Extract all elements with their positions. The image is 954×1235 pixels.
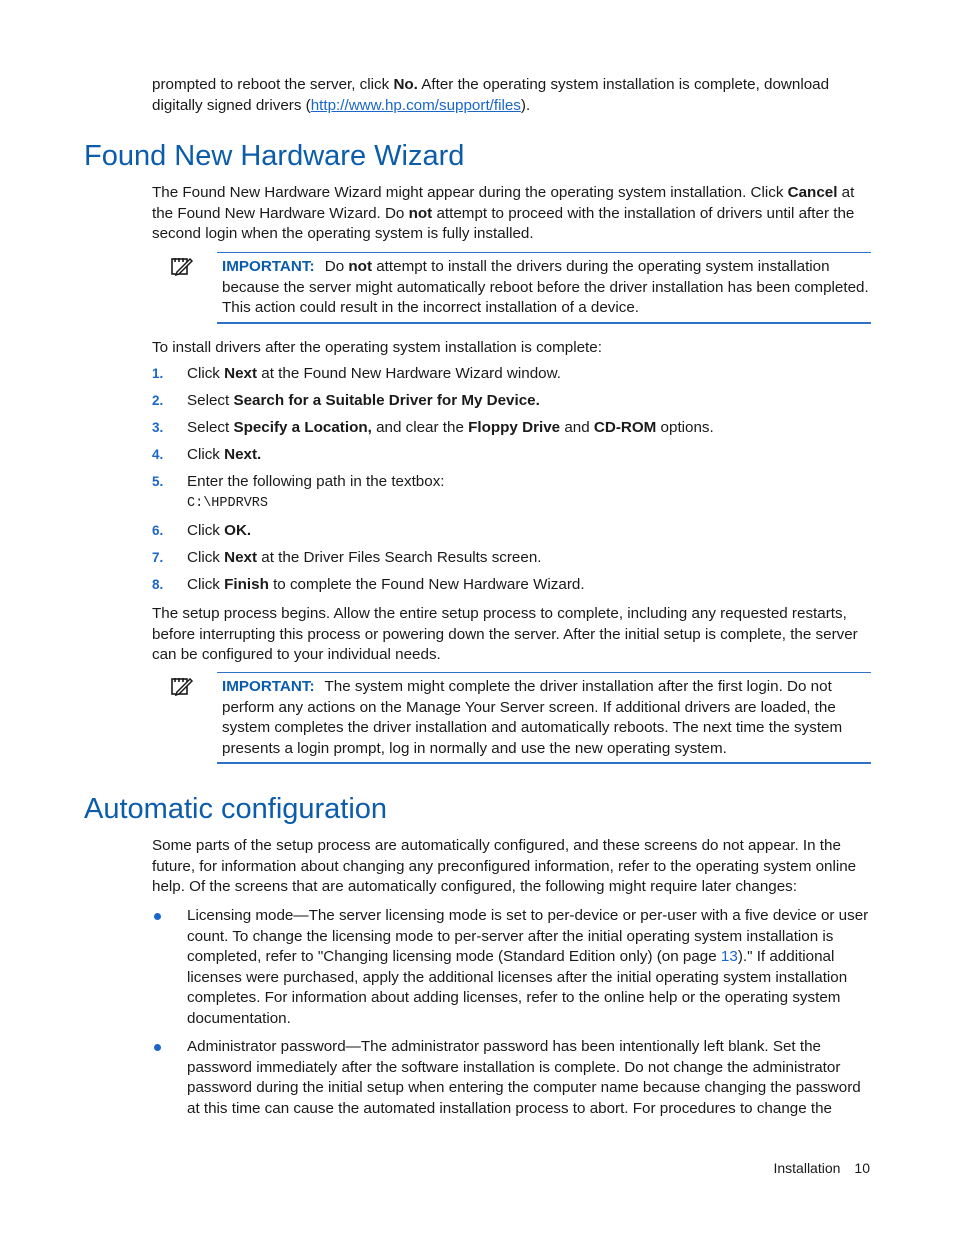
auto-config-paragraph: Some parts of the setup process are automatically configured, and these screens do not appear. In the future, for information about changing any preconfigured information, refer to the operating system online help. Of the screens that are automatically configured, the following might require later changes: — [152, 837, 857, 895]
list-item: Licensing mode—The server licensing mode is set to per-device or per-user with a five device or user count. To change the licensing mode to per-server after the initial operating system installation is completed, refer to "Changing licensing mode (Standard Edition only) (on page 13)." If additional licenses were purchased, apply the additional licenses after the initial operating system installation completes. For information about adding licenses, refer to the online help or the operating system documentation. — [152, 906, 870, 1029]
list-item: Administrator password—The administrator password has been intentionally left blank. Set the password immediately after the software installation is complete. Do not change the administrator password during the initial setup when entering the computer name because changing the password at this time can cause the automated installation process to abort. For procedures to change the — [152, 1037, 870, 1119]
wizard-paragraph: The Found New Hardware Wizard might appear during the operating system installation. Click Cancel at the Found New Hardware Wizard. Do not attempt to proceed with the installation of drivers until after the second login when the operating system is fully installed. — [152, 184, 855, 242]
important-label: IMPORTANT: — [222, 258, 315, 275]
important-note-2: IMPORTANT: The system might complete the driver installation after the first login. Do not perform any actions on the Manage Your Server screen. If additional drivers are loaded, the system completes the driver installation and automatically reboots. The next time the system presents a login prompt, log in normally and use the new operating system. — [217, 672, 871, 764]
section-title-found-new-hardware: Found New Hardware Wizard — [84, 140, 465, 172]
list-item: 8. Click Finish to complete the Found New Hardware Wizard. — [152, 575, 585, 593]
bullet-icon — [154, 913, 161, 920]
list-item: 1. Click Next at the Found New Hardware Wizard window. — [152, 365, 561, 382]
list-item: 5. Enter the following path in the textbox: C:\HPDRVRS — [152, 472, 870, 514]
list-item: 6. Click OK. — [152, 521, 252, 539]
list-item: 2. Select Search for a Suitable Driver for My Device. — [152, 392, 540, 409]
important-note-icon — [170, 256, 194, 276]
page-reference-link[interactable]: 13 — [720, 948, 738, 965]
page-number: 10 — [854, 1160, 870, 1176]
support-files-link[interactable]: http://www.hp.com/support/files — [310, 96, 521, 114]
auto-config-list — [152, 906, 870, 1127]
important-note-1: IMPORTANT: Do not attempt to install the drivers during the operating system installation because the server might automatically reboot before the driver installation has been completed. This action could result in the incorrect installation of a device. — [217, 252, 871, 324]
important-note-icon — [170, 676, 194, 696]
bullet-icon — [154, 1044, 161, 1051]
setup-paragraph: The setup process begins. Allow the entire setup process to complete, including any requested restarts, before interrupting this process or powering down the server. After the initial setup is complete, the server can be configured to your individual needs. — [152, 605, 858, 663]
list-item: 3. Select Specify a Location, and clear the Floppy Drive and CD-ROM options. — [152, 419, 714, 436]
page-footer — [773, 1158, 870, 1179]
section-title-automatic-configuration: Automatic configuration — [84, 793, 388, 825]
important-label: IMPORTANT: — [222, 678, 315, 695]
path-code: C:\HPDRVRS — [187, 495, 269, 511]
footer-section-name: Installation — [773, 1160, 841, 1176]
steps-intro: To install drivers after the operating system installation is complete: — [152, 339, 602, 356]
list-item: 7. Click Next at the Driver Files Search Results screen. — [152, 548, 542, 566]
intro-paragraph: prompted to reboot the server, click No. After the operating system installation is complete, download digitally signed drivers (http://www.hp.com/support/files). — [152, 76, 830, 114]
list-item: 4. Click Next. — [152, 446, 262, 463]
install-steps-list — [152, 364, 870, 602]
